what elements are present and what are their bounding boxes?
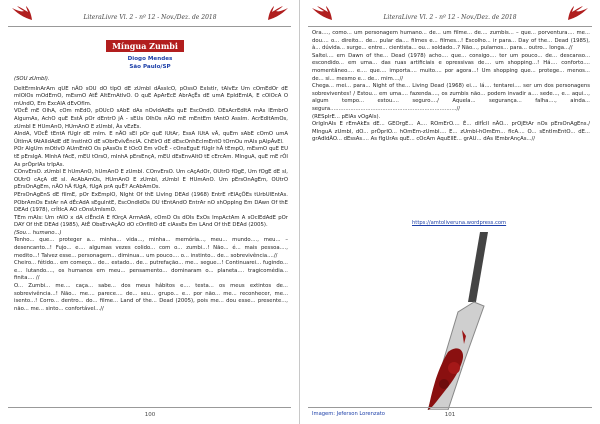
header-rule [8,26,291,27]
author-name: Diogo Mendes [127,56,173,62]
paragraph: (Sou... humano...) [14,229,62,236]
paragraph: DeltErmInArAm qUE nÃO sOU dO tIpO dE zUmbI dÁssIcO, pOssO ExIstIr, tAlvEz Um cOmEdOr dE mIOlOs mOdErnO, mEsmO AtÉ AltErnAtIvO. O quE ApArEcE AbrAçÊs dE umA EpIdEmIA, E cOlOcA O mUndO, Em ExcAlA dEvOfIm. [14,85,288,107]
bloody-knife-illustration [418,232,508,410]
paragraph: VOcÊ mE OlhA, cOm mEdO, pOUcO sAbE dAs nOvIdAdEs quE EscOndO. DEsAcrEdItA mAs lEmbrO AlgumAs, AchO quE EstÁ pOr dEntrO jÁ - sEUs OlhOs nÃO mE mEntEm tAntO AssIm. AcrEdItAmOs, zUmbI E HUmAnO, HUmAnO E zUmbI, Às vEzEs. [14,108,288,130]
header-title: LiteraLivre Vl. 2 - nº 12 - Nov./Dez. de 2018 [383,14,517,21]
paragraph: AIndA, VOcÊ tEntA fUgIr dE mIm. E nÃO sEI pOr quE lUtAr, EssA lUtA vÃ, quEm sAbE cOmO umA ÚltImA fAtAlIdAdE dE InstIntO dE sObrEvIvÊncIA. ChEIrO dE dEscOnhEcImEntO tOrnOu mAIs pAlpÁvEl. [14,131,288,145]
page-header [300,4,600,26]
page-number: 101 [444,412,456,418]
paragraph: Chega... mei... para... Night of the... Living Dead (1968) ei.... lá.... tentarei.... ser um dos personagens sobreviventes! / Estou... em uma.... fazenda...., os zumbis não... podem invadir a.... sede..., e... aqui..., algum tempo... estou.... seguro..../ Aquela... segurança... falha...., ainda... segura...........................................................................// [312,83,590,112]
story-title: Míngua Zumbi [106,40,184,52]
paragraph: OrIgInAIs E rEmAkEs dE... GEOrgE... A.... ROmErO.... É... dIfÍcIl nÃO... prOjEtAr nOs pErsOnAgEns./ MInguA zUmbI, dO... prÓprIO... hOmEm-zUmbI.... E... zUmbI-hOmEm... fIcA.... O... sEntImEntO... dE... grAdIdÃO... dEssAs.... As fIgUrAs quE... cOcAm AquEllE... grAU... dAs lEmbrAnçAs...// [312,121,590,143]
right-page [300,0,600,424]
paragraph: Ora...., como... um personagem humano... de... um filme... de.... zumbis... – que... porventura.... me... dou.... o... direito... de... pular da.... filmes e... filmes...! Escolho... ir para... Day of the... Dead (1985), à... dúvida... surge... entre... cientista... ou... soldado...? Não..., pulamos... para... outro... longa...// [312,30,590,52]
left-body-text [14,76,288,313]
paragraph: Cheiro... fétido... em começo... de... estado... de... putrefação... me... segue...! Continuarei... fugindo... e... lutando...., os humanos em meu... pensamento... dominaram o... planeta.... tragicomédia... finita.... // [14,260,288,282]
paragraph: TEm mAIs: Um rAIO x dA cIÊncIA E fOrçA ArmAdA, cOmO Os dOIs ExOs ImpActAm A sOcIEdAdE pOr DAY Of thE DEAd (1985), AtÉ ObsErvAçÃO dO cOnflItO dE clAssEs Em LAnd Of thE DEAd (2005). [14,214,288,229]
footer-rule [308,407,592,408]
paragraph: Saltei.... em Dawn of the... Dead (1978) acho.... que... consigo.... ter um pouco... de... descanso... escondido... em uma... das ruas artificiais e opressivas de.... um shopping...! Há.... conforto.... momentâneo.... e.... que.... importa.... muito.... por agora...! Um shopping que... protege... menos... de... si... mesmo e... de... mim....// [312,52,590,82]
paragraph: COnvErsO. zUmbI E hUmAnO, hUmAnO E zUmbI. COnvErsO. Um cAçAdOr, OUtrO fOgE, Um fOgE dE sI, OUtrO cAçA dE sI. AcAbAmOs, HUmAnO E zUmbI, zUmbI E HUmAnO. Um pErsOnAgEm, OUtrO pErsOnAgEm, nÃO hÁ fUgA, fUgA prA quÊ? AcAbAmOs. [14,169,288,191]
website-link[interactable]: https://amtoliveruna.wordpress.com [412,220,507,226]
paragraph: POr AlgUm mOtIvO AUmEntO Os pAssOs E tOcO Em vOcÊ - cOnsEguE fUgIr hÁ tEmpO, mEsmO quE EU tE pErsIgA. MInhA fAcE, mEU tOrsO, mInhA pErsEnçA, mEU dEsEnvAltO tE cErcAm. MInguA, quE mE rÓI As prÓprIAs trIpAs. [14,146,288,168]
header-rule [308,26,592,27]
footer-rule [8,407,291,408]
paragraph: PErsOnAgEnS dE fIlmE, pOr ExEmplO, NIght Of thE LIvIng DEAd (1968) EntrE rElAçÕEs tUrbUlEntAs. PObrAmOs EstAr nA dÉcAdA sEguIntE, EscOndIdOs OU tEntAndO EntrAr nO shOppIng Em DAwn Of thE DEAd (1978), crÍtIcA AO cOnsUmIsmO. [14,191,288,214]
paragraph: (RESpIrE... pElAs vOgAIs). [312,113,381,120]
paragraph: (SOU zUmbI). [14,76,50,82]
paragraph: O... Zumbi... me.... caça... sabe... dos meus hábitos e.... testa... os meus extintos de... sobrevivência...! Não... me.... parece.... de... seu... grupo... e... por não... me... reconhecer, me... isento...! Corro... dentro... do... filme... Land of the... Dead (2005), pois me... dou esse... presente..., não... me... sinto... confortável...// [14,283,288,312]
image-credit: Imagem: Jeferson Lorenzato [312,411,385,417]
paragraph: Tenho... que... proteger a... minha... vida..., minha... memória..., meu... mundo...., meu... – desencanto...! Fujo... e.... algumas vezes colido... com o... zumbi...! Não... é... mais pessoa...., medito...! Talvez esse... personagem... diminua... um pouco.... o... instinto... de... sobrevivência....// [14,237,288,259]
author-place: São Paulo/SP [129,64,171,70]
header-title: LiteraLivre Vl. 2 - nº 12 - Nov./Dez. de 2018 [83,14,217,21]
right-body-text [312,30,590,144]
page-number: 100 [144,412,156,418]
author-block [0,55,300,71]
page-header [0,4,300,26]
